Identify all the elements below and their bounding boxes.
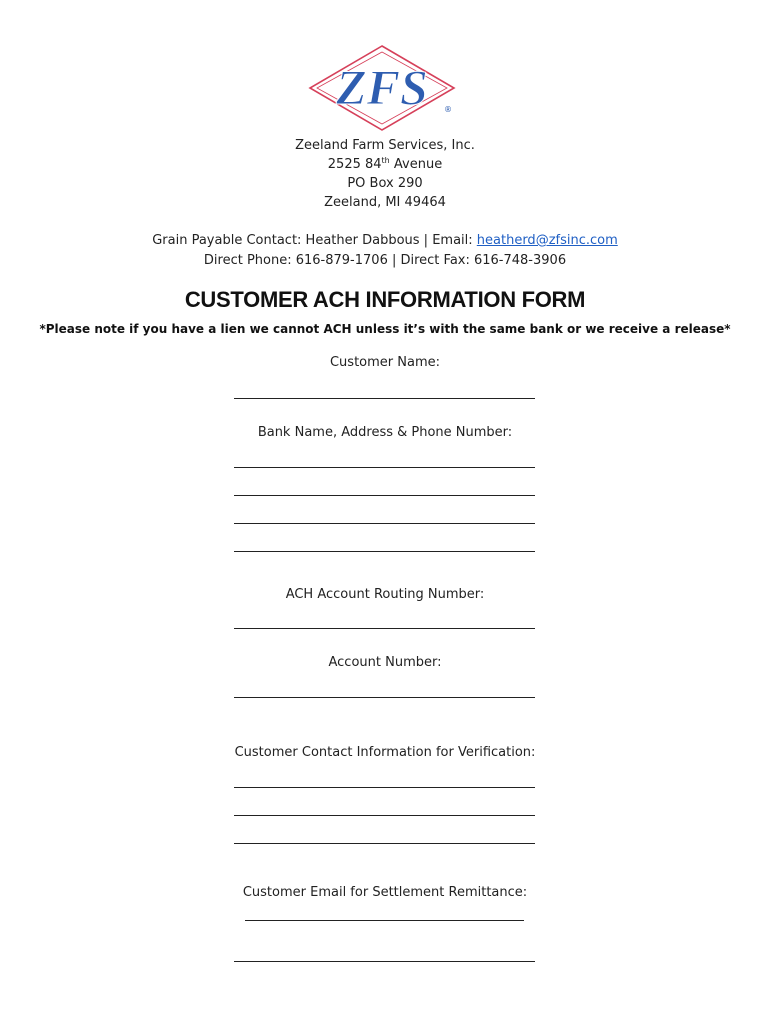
email-link[interactable]: heatherd@zfsinc.com [476, 233, 618, 248]
bank-info-field-3[interactable] [234, 509, 535, 524]
zfs-logo [305, 44, 460, 132]
verification-contact-label: Customer Contact Information for Verification: [234, 745, 536, 760]
verification-contact-field-3[interactable] [234, 829, 535, 844]
po-box: PO Box 290 [347, 176, 423, 191]
account-number-field[interactable] [234, 683, 535, 698]
routing-number-field[interactable] [234, 614, 535, 629]
customer-name-label: Customer Name: [329, 355, 440, 370]
bank-info-field-4[interactable] [234, 537, 535, 552]
routing-number-label: ACH Account Routing Number: [285, 587, 485, 602]
settlement-email-field-1[interactable] [245, 906, 524, 921]
verification-contact-field-1[interactable] [234, 773, 535, 788]
city-state-zip: Zeeland, MI 49464 [324, 195, 446, 210]
form-title: CUSTOMER ACH INFORMATION FORM [184, 287, 586, 312]
logo-text: ZFS [336, 59, 428, 115]
settlement-email-label: Customer Email for Settlement Remittance: [242, 885, 528, 900]
bank-info-field-2[interactable] [234, 481, 535, 496]
lien-note: *Please note if you have a lien we cannot ACH unless it’s with the same bank or we receive a release* [39, 322, 731, 336]
bank-info-label: Bank Name, Address & Phone Number: [257, 425, 513, 440]
company-address [0, 136, 770, 212]
contact-line-2: Direct Phone: 616-879-1706 | Direct Fax: 616-748-3906 [203, 253, 567, 268]
contact-line-1: Grain Payable Contact: Heather Dabbous | Email: heatherd@zfsinc.com [152, 233, 618, 248]
customer-name-field[interactable] [234, 384, 535, 399]
contact-info [0, 231, 770, 271]
bank-info-field-1[interactable] [234, 453, 535, 468]
company-name: Zeeland Farm Services, Inc. [295, 138, 475, 153]
street-address: 2525 84th Avenue [327, 156, 443, 172]
verification-contact-field-2[interactable] [234, 801, 535, 816]
account-number-label: Account Number: [328, 655, 442, 670]
registered-mark: ® [444, 105, 452, 114]
settlement-email-field-2[interactable] [234, 947, 535, 962]
